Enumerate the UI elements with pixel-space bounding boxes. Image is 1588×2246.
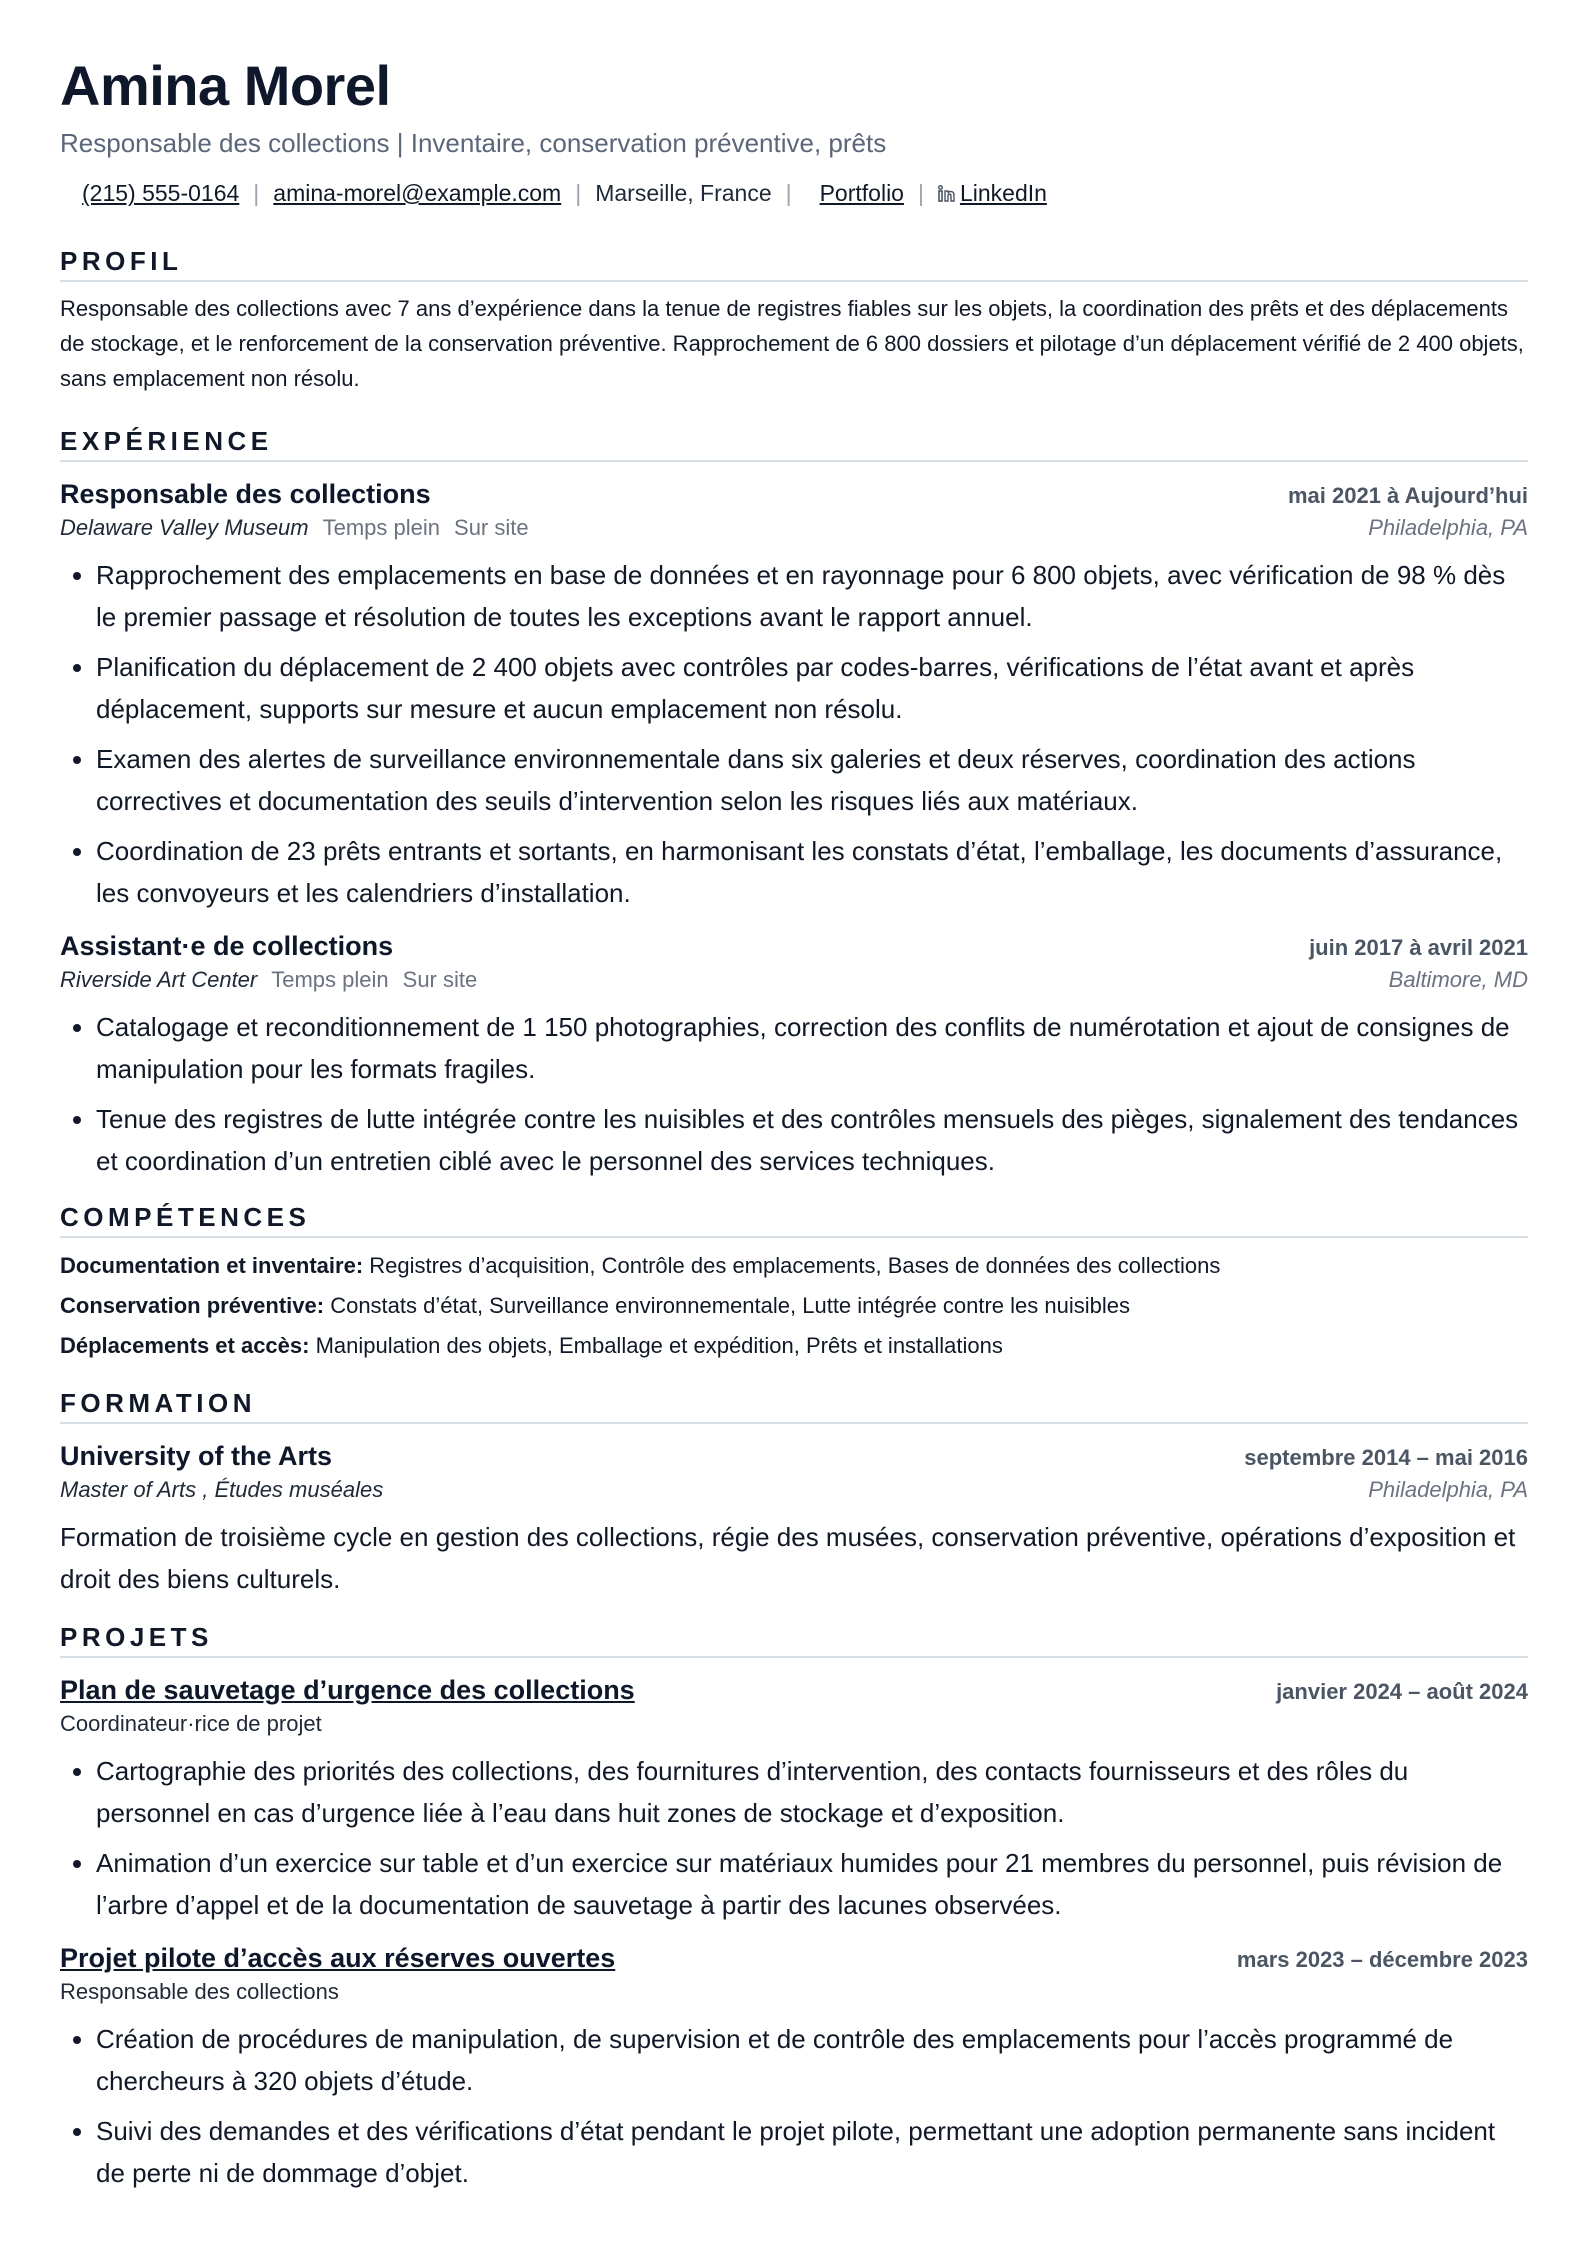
list-item: • Suivi des demandes et des vérifications d’état pendant le projet pilote, permettant une adoption permanente sans incident de perte ni de dommage d’objet. xyxy=(96,2110,1528,2194)
phone-link[interactable]: (215) 555-0164 xyxy=(82,180,240,206)
separator: | xyxy=(253,180,260,206)
project-bullets xyxy=(60,1750,1528,1926)
skill-items: Constats d’état, Surveillance environnementale, Lutte intégrée contre les nuisibles xyxy=(324,1293,1130,1318)
separator: | xyxy=(575,180,582,206)
education-date: septembre 2014 – mai 2016 xyxy=(1244,1445,1528,1470)
job-type: Temps plein xyxy=(271,967,389,992)
portfolio-link[interactable]: Portfolio xyxy=(819,180,904,206)
list-item: • Tenue des registres de lutte intégrée contre les nuisibles et des contrôles mensuels des pièges, signalement des tendances et coordination d’un entretien ciblé avec le personnel des services techniques. xyxy=(96,1098,1528,1182)
skills-section xyxy=(60,1202,1528,1366)
candidate-name: Amina Morel xyxy=(60,54,391,117)
list-item: • Rapprochement des emplacements en base de données et en rayonnage pour 6 800 objets, avec vérification de 98 % dès le premier passage et résolution de toutes les exceptions avant le rapport annuel. xyxy=(96,554,1528,638)
skill-row xyxy=(60,1286,1528,1326)
section-title: COMPÉTENCES xyxy=(60,1202,1528,1238)
education-section xyxy=(60,1388,1528,1600)
skill-row xyxy=(60,1246,1528,1286)
job-location: Baltimore, MD xyxy=(1388,967,1528,992)
profile-summary: Responsable des collections avec 7 ans d’expérience dans la tenue de registres fiables sur les objets, la coordination des prêts et des déplacements de stockage, et le renforcement de la conservation préventive. Rapprochement de 6 800 dossiers et pilotage d’un déplacement vérifié de 2 400 objets, sans emplacement non résolu. xyxy=(60,296,1524,391)
job-org: Delaware Valley Museum xyxy=(60,515,309,540)
project-title-link[interactable]: Plan de sauvetage d’urgence des collections xyxy=(60,1675,635,1705)
section-title: EXPÉRIENCE xyxy=(60,426,1528,462)
job-mode: Sur site xyxy=(454,515,529,540)
skill-label: Documentation et inventaire: xyxy=(60,1253,364,1278)
skill-label: Déplacements et accès: xyxy=(60,1333,310,1358)
list-item: • Création de procédures de manipulation, de supervision et de contrôle des emplacements pour l’accès programmé de chercheurs à 320 objets d’étude. xyxy=(96,2018,1528,2102)
job-entry xyxy=(60,928,1528,1182)
profile-section xyxy=(60,246,1528,396)
project-role: Coordinateur·rice de projet xyxy=(60,1711,322,1736)
project-date: mars 2023 – décembre 2023 xyxy=(1236,1947,1528,1972)
project-bullets xyxy=(60,2018,1528,2194)
location-text: Marseille, France xyxy=(595,180,772,206)
linkedin-link[interactable]: LinkedIn xyxy=(959,180,1047,206)
job-bullets xyxy=(60,554,1528,914)
skill-row xyxy=(60,1326,1528,1366)
job-mode: Sur site xyxy=(402,967,478,992)
contact-bar xyxy=(60,178,1528,208)
project-date: janvier 2024 – août 2024 xyxy=(1276,1679,1528,1704)
list-item: • Catalogage et reconditionnement de 1 150 photographies, correction des conflits de numérotation et ajout de consignes de manipulation pour les formats fragiles. xyxy=(96,1006,1528,1090)
education-description: Formation de troisième cycle en gestion des collections, régie des musées, conservation préventive, opérations d’exposition et droit des biens culturels. xyxy=(60,1522,1516,1594)
linkedin-icon xyxy=(938,184,955,202)
separator: | xyxy=(917,180,924,206)
list-item: • Animation d’un exercice sur table et d’un exercice sur matériaux humides pour 21 membres du personnel, puis révision de l’arbre d’appel et de la documentation de sauvetage à partir des lacunes observées. xyxy=(96,1842,1528,1926)
project-role: Responsable des collections xyxy=(60,1979,339,2004)
job-org: Riverside Art Center xyxy=(60,967,258,992)
project-title-link[interactable]: Projet pilote d’accès aux réserves ouvertes xyxy=(60,1943,616,1973)
job-location: Philadelphia, PA xyxy=(1368,515,1528,540)
skill-label: Conservation préventive: xyxy=(60,1293,325,1318)
experience-section xyxy=(60,426,1528,1182)
education-location: Philadelphia, PA xyxy=(1368,1477,1528,1502)
list-item: • Cartographie des priorités des collections, des fournitures d’intervention, des contacts fournisseurs et des rôles du personnel en cas d’urgence liée à l’eau dans huit zones de stockage et d’exposition. xyxy=(96,1750,1528,1834)
section-title: PROFIL xyxy=(60,246,1528,282)
skill-items: Registres d’acquisition, Contrôle des emplacements, Bases de données des collections xyxy=(363,1253,1221,1278)
skill-items: Manipulation des objets, Emballage et expédition, Prêts et installations xyxy=(309,1333,1003,1358)
email-link[interactable]: amina-morel@example.com xyxy=(273,180,562,206)
job-entry xyxy=(60,476,1528,914)
section-title: FORMATION xyxy=(60,1388,1528,1424)
school-name: University of the Arts xyxy=(60,1441,333,1471)
project-entry xyxy=(60,1940,1528,2194)
section-title: PROJETS xyxy=(60,1622,1528,1658)
education-entry xyxy=(60,1438,1528,1600)
job-date: mai 2021 à Aujourd’hui xyxy=(1287,483,1528,508)
list-item: • Examen des alertes de surveillance environnementale dans six galeries et deux réserves, coordination des actions correctives et documentation des seuils d’intervention selon les risques liés aux matériaux. xyxy=(96,738,1528,822)
list-item: • Planification du déplacement de 2 400 objets avec contrôles par codes-barres, vérifications de l’état avant et après déplacement, supports sur mesure et aucun emplacement non résolu. xyxy=(96,646,1528,730)
job-title: Assistant·e de collections xyxy=(60,931,394,961)
projects-section xyxy=(60,1622,1528,2194)
job-title: Responsable des collections xyxy=(60,479,431,509)
degree: Master of Arts , Études muséales xyxy=(60,1477,384,1502)
project-entry xyxy=(60,1672,1528,1926)
separator: | xyxy=(785,180,792,206)
job-date: juin 2017 à avril 2021 xyxy=(1309,935,1528,960)
list-item: • Coordination de 23 prêts entrants et sortants, en harmonisant les constats d’état, l’emballage, les documents d’assurance, les convoyeurs et les calendriers d’installation. xyxy=(96,830,1528,914)
job-type: Temps plein xyxy=(322,515,441,540)
job-bullets xyxy=(60,1006,1528,1182)
headline: Responsable des collections | Inventaire, conservation préventive, prêts xyxy=(60,128,887,158)
